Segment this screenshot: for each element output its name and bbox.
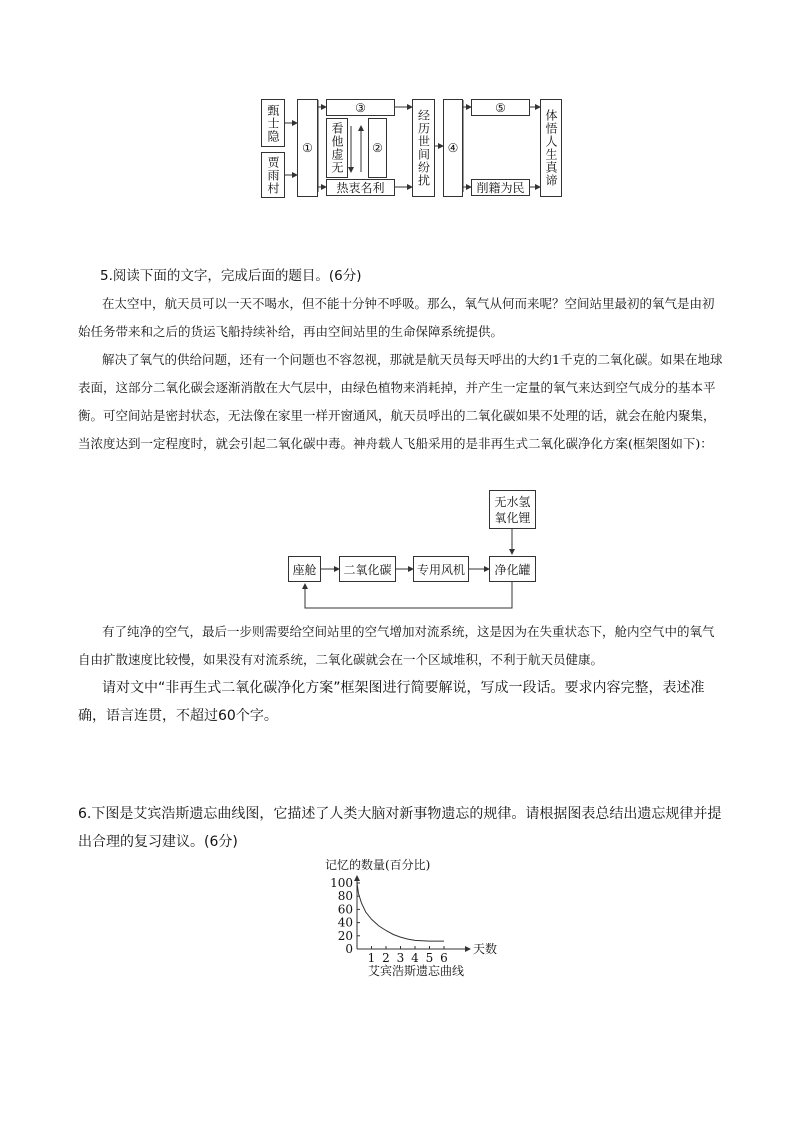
x-tick-label: 3 — [396, 951, 405, 965]
zhen-shiyin-box: 甄士隐 — [261, 99, 285, 147]
q5-paragraph-3: 有了纯净的空气，最后一步则需要给空间站里的空气增加对流系统，这是因为在失重状态下，舱内空气中的氧气自由扩散速度比较慢，如果没有对流系统，二氧化碳就会在一个区域堆积，不利于航天员健康。 — [78, 624, 715, 667]
question-6-title: 6.下图是艾宾浩斯遗忘曲线图，它描述了人类大脑对新事物遗忘的规律。请根据图表总结出遗忘规律并提出合理的复习建议。(6分) — [78, 806, 722, 850]
y-tick-label: 20 — [337, 928, 353, 943]
y-tick-label: 60 — [337, 902, 353, 917]
xueji-weimin-box: 削籍为民 — [471, 179, 530, 196]
circle-4-box: ④ — [443, 99, 463, 197]
diagram1-connectors — [0, 0, 794, 210]
purification-tank-box: 净化罐 — [489, 556, 536, 582]
circle-2-box: ② — [368, 118, 387, 178]
y-tick-label: 80 — [337, 889, 353, 904]
cabin-box: 座舱 — [288, 556, 321, 582]
tiwu-rensheng-box: 体悟人生真谛 — [540, 99, 562, 197]
y-tick-label: 40 — [337, 915, 353, 930]
y-tick-label: 0 — [345, 942, 353, 956]
chart-title: 艾宾浩斯遗忘曲线 — [368, 964, 465, 978]
jingli-shijian-box: 经历世间纷扰 — [412, 99, 435, 197]
rexin-mingli-box: 热衷名利 — [326, 179, 395, 196]
circle-5-box: ⑤ — [471, 99, 530, 116]
x-tick-label: 5 — [425, 951, 434, 965]
circle-1-box: ① — [297, 99, 318, 197]
circle-3-box: ③ — [326, 99, 395, 116]
y-tick-label: 100 — [330, 876, 353, 890]
co2-box: 二氧化碳 — [339, 556, 396, 582]
x-tick-label: 2 — [382, 951, 390, 965]
kan-ta-xuwu-box: 看他虚无 — [326, 118, 348, 178]
x-tick-label: 4 — [411, 951, 419, 965]
jia-yucun-box: 贾雨村 — [261, 152, 285, 198]
forgetting-curve-svg — [320, 856, 520, 981]
x-axis-label: 天数 — [473, 942, 498, 956]
x-tick-label: 6 — [440, 951, 448, 965]
q5-paragraph-2: 解决了氧气的供给问题，还有一个问题也不容忽视，那就是航天员每天呼出的大约1千克的二氧化碳。如果在地球表面，这部分二氧化碳会逐渐消散在大气层中，由绿色植物来消耗掉，并产生一定量的氧气来达到空气成分的基本平衡。可空间站是密封状态，无法像在家里一样开窗通风，航天员呼出的二氧化碳如果不处理的话，就会在舱内聚集，当浓度达到一定程度时，就会引起二氧化碳中毒。神舟载人飞船采用的是非再生式二氧化碳净化方案(框架图如下)： — [78, 352, 723, 451]
x-tick-label: 1 — [367, 951, 376, 965]
forgetting-curve-line — [357, 883, 444, 941]
diagram2-connectors — [0, 480, 794, 640]
question-5-title: 5.阅读下面的文字，完成后面的题目。(6分) — [100, 268, 362, 284]
axes — [357, 876, 470, 949]
fan-box: 专用风机 — [413, 556, 469, 582]
y-axis-label: 记忆的数量(百分比) — [325, 858, 431, 872]
q5-task: 请对文中“非再生式二氧化碳净化方案”框架图进行简要解说，写成一段话。要求内容完整，表述准确，语言连贯，不超过60个字。 — [78, 680, 705, 724]
q5-paragraph-1: 在太空中，航天员可以一天不喝水，但不能十分钟不呼吸。那么，氧气从何而来呢？空间站里最初的氧气是由初始任务带来和之后的货运飞船持续补给，再由空间站里的生命保障系统提供。 — [78, 296, 715, 339]
lithium-hydroxide-box: 无水氢氧化锂 — [489, 490, 536, 529]
